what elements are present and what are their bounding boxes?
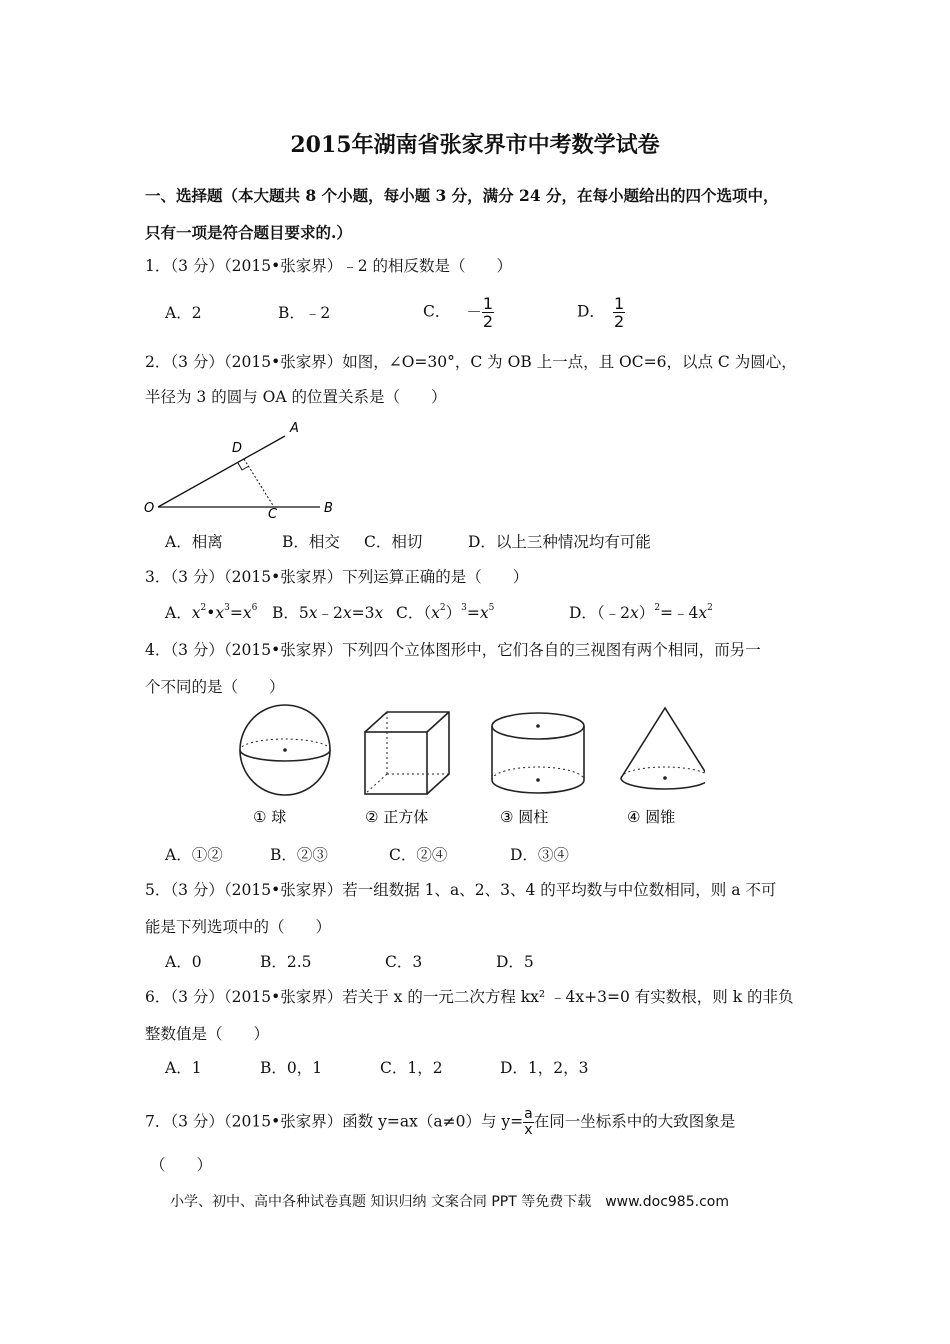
label-o: O <box>144 501 155 516</box>
q5-option-d: D．5 <box>496 953 534 971</box>
document-title: 2015年湖南省张家界市中考数学试卷 <box>290 132 660 158</box>
label-d: D <box>232 441 243 456</box>
q7-answer-paren: （ ） <box>150 1156 213 1174</box>
section-heading-line2: 只有一项是符合题目要求的.） <box>145 223 352 242</box>
q2-option-a: A．相离 <box>165 533 223 551</box>
label-sphere: ① 球 <box>253 808 287 826</box>
label-cylinder: ③ 圆柱 <box>500 808 549 826</box>
q5-option-a: A．0 <box>165 953 202 971</box>
q1-option-d: D． $\frac{1}{2}$ <box>577 294 625 331</box>
q5-stem-line2: 能是下列选项中的（ ） <box>145 918 332 936</box>
label-a: A <box>290 421 299 436</box>
q3-option-a: A．$x^2•x^3=x^6$ <box>165 603 258 622</box>
q4-stem-line1: 4．（3 分）（2015•张家界）下列四个立体图形中，它们各自的三视图有两个相同，而另一 <box>145 641 761 659</box>
q1-option-b: B．﹣2 <box>278 304 331 322</box>
q6-stem-line1: 6．（3 分）（2015•张家界）若关于 x 的一元二次方程 kx² ﹣4x+3=0 有实数根，则 k 的非负 <box>145 988 794 1006</box>
q2-stem-line1: 2．（3 分）（2015•张家界）如图，∠O=30°，C 为 OB 上一点，且 OC=6，以点 C 为圆心， <box>145 353 797 371</box>
q6-option-b: B．0，1 <box>260 1059 323 1077</box>
q3-stem: 3．（3 分）（2015•张家界）下列运算正确的是（ ） <box>145 568 529 586</box>
q3-option-d: D．$(﹣2x)^2=﹣4x^2$ <box>569 603 713 622</box>
q1-option-a: A．2 <box>165 304 202 322</box>
q2-option-c: C．相切 <box>364 533 423 551</box>
q7-stem: 7．（3 分）（2015•张家界）函数 y=ax（a≠0）与 y= $\frac{a}{x}$ 在同一坐标系中的大致图象是 <box>145 1106 736 1138</box>
q4-option-d: D．③④ <box>510 846 569 864</box>
right-angle-mark <box>238 463 249 470</box>
q6-option-a: A．1 <box>165 1059 202 1077</box>
q1-option-c: C． － $\frac{1}{2}$ <box>423 294 494 331</box>
label-cone: ④ 圆锥 <box>627 808 676 826</box>
q5-stem-line1: 5．（3 分）（2015•张家界）若一组数据 1、a、2、3、4 的平均数与中位数相同，则 a 不可 <box>145 881 777 899</box>
q2-geometry-figure <box>140 412 350 522</box>
q4-option-b: B．②③ <box>270 846 328 864</box>
q2-option-d: D．以上三种情况均有可能 <box>468 533 651 551</box>
label-cube: ② 正方体 <box>365 808 429 826</box>
footer-ad: 小学、初中、高中各种试卷真题 知识归纳 文案合同 PPT 等免费下载 www.doc985.com <box>170 1194 729 1210</box>
q4-option-a: A．①② <box>165 846 223 864</box>
q5-option-c: C．3 <box>385 953 423 971</box>
cone-figure <box>621 708 705 789</box>
q2-option-b: B．相交 <box>282 533 340 551</box>
q4-solid-figures <box>225 700 705 835</box>
ray-oa <box>158 436 285 507</box>
q6-option-c: C．1，2 <box>380 1059 443 1077</box>
label-c: C <box>268 507 278 522</box>
q3-option-b: B．5x﹣2x=3x <box>272 604 384 622</box>
q4-option-c: C．②④ <box>389 846 448 864</box>
cylinder-figure <box>492 713 584 793</box>
q5-option-b: B．2.5 <box>260 953 312 971</box>
cube-figure <box>365 712 449 794</box>
q6-stem-line2: 整数值是（ ） <box>145 1025 270 1043</box>
q6-option-d: D．1，2，3 <box>500 1059 589 1077</box>
q1-stem: 1．（3 分）（2015•张家界）﹣2 的相反数是（ ） <box>145 257 513 275</box>
section-heading-line1: 一、选择题（本大题共 8 个小题，每小题 3 分，满分 24 分，在每小题给出的四个选项中， <box>145 186 779 205</box>
sphere-figure <box>240 705 330 795</box>
label-b: B <box>324 501 333 516</box>
q4-stem-line2: 个不同的是（ ） <box>145 678 285 696</box>
q3-option-c: C．$(x^2)^3=x^5$ <box>396 603 495 622</box>
q2-stem-line2: 半径为 3 的圆与 OA 的位置关系是（ ） <box>145 388 447 406</box>
